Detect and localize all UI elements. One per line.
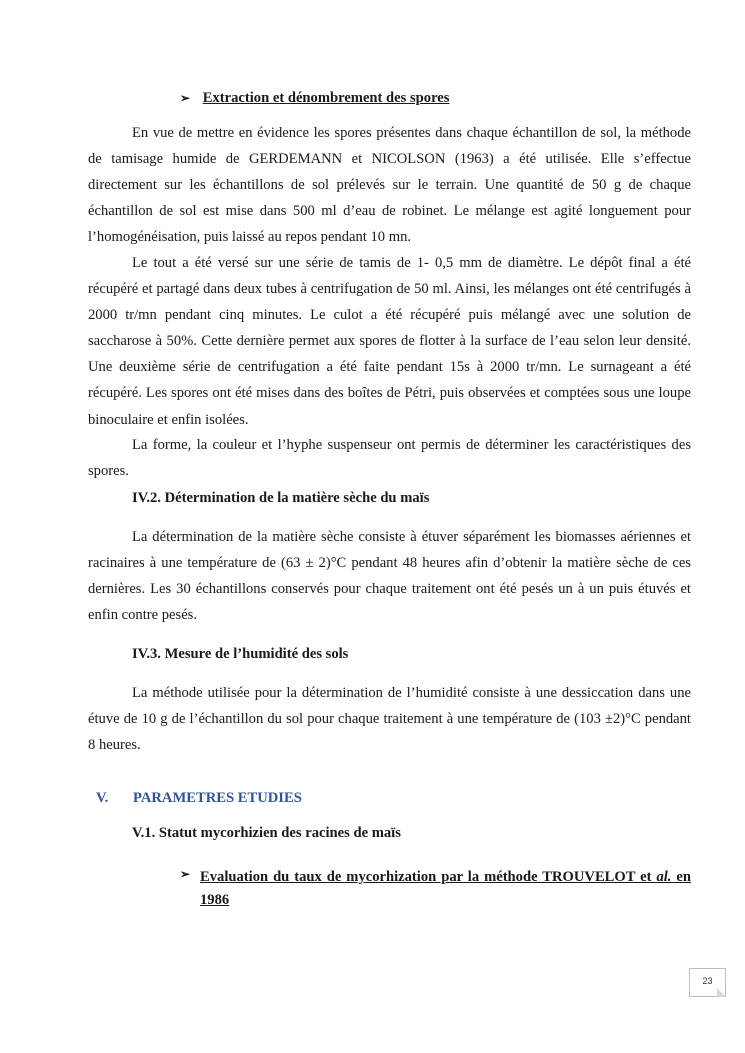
spores-paragraph-2: Le tout a été versé sur une série de tamis de 1- 0,5 mm de diamètre. Le dépôt final a été récupéré et partagé dans deux tubes à centrifugation de 50 ml. Ainsi, les mélanges ont été centrifugés à 2000 tr/mn pendant cinq minutes. Le culot a été récupéré puis mélangé avec une solution de saccharose à 50%. Cette dernière permet aux spores de flotter à la surface de l’eau selon leur densité. Une deuxième série de centrifugation a été faite pendant 15s à 2000 tr/mn. Le surnageant a été récupéré. Les spores ont été mises dans des boîtes de Pétri, puis observées et comptées sous une loupe binoculaire et enfin isolées. xyxy=(88,255,691,428)
section-v-heading xyxy=(96,788,108,808)
section-v1-heading: V.1. Statut mycorhizien des racines de maïs xyxy=(132,825,401,841)
section-v-number: V. xyxy=(96,790,109,806)
section-v-title-wrap xyxy=(133,788,302,808)
section-iv2-heading: IV.2. Détermination de la matière sèche du maïs xyxy=(132,490,430,506)
section-v-title: PARAMETRES ETUDIES xyxy=(133,790,302,806)
spores-heading xyxy=(180,88,449,108)
arrow-bullet-icon: ➢ xyxy=(180,867,191,881)
section-iv3-heading: IV.3. Mesure de l’humidité des sols xyxy=(132,646,349,662)
section-iv2-paragraph: La détermination de la matière sèche consiste à étuver séparément les biomasses aériennes et racinaires à une température de (63 ± 2)°C pendant 48 heures afin d’obtenir la matière sèche de ces dernières. Les 30 échantillons conservés pour chaque traitement ont été pesés un à un puis étuvés et enfin contre pesés. xyxy=(88,529,691,624)
arrow-bullet-icon: ➢ xyxy=(180,91,191,105)
spores-heading-title: Extraction et dénombrement des spores xyxy=(202,90,450,106)
evaluation-heading-line-2: 1986 xyxy=(200,892,230,908)
spores-paragraph-1: En vue de mettre en évidence les spores présentes dans chaque échantillon de sol, la méthode de tamisage humide de GERDEMANN et NICOLSON (1963) a été utilisée. Elle s’effectue directement sur les échantillons de sol prélevés sur le terrain. Une quantité de 50 g de chaque échantillon de sol est mise dans 500 ml d’eau de robinet. Le mélange est agité longuement pour l’homogénéisation, puis laissé au repos pendant 10 mn. xyxy=(88,125,691,246)
evaluation-heading xyxy=(180,864,190,884)
spores-paragraph-3: La forme, la couleur et l’hyphe suspenseur ont permis de déterminer les caractéristiques des spores. xyxy=(88,437,691,480)
page-number: 23 xyxy=(689,968,726,997)
evaluation-heading-line-1: Evaluation du taux de mycorhization par la méthode TROUVELOT et al. en xyxy=(200,869,691,885)
section-iv3-paragraph: La méthode utilisée pour la détermination de l’humidité consiste à une dessiccation dans une étuve de 10 g de l’échantillon du sol pour chaque traitement à une température de (103 ±2)°C pendant 8 heures. xyxy=(88,685,691,754)
